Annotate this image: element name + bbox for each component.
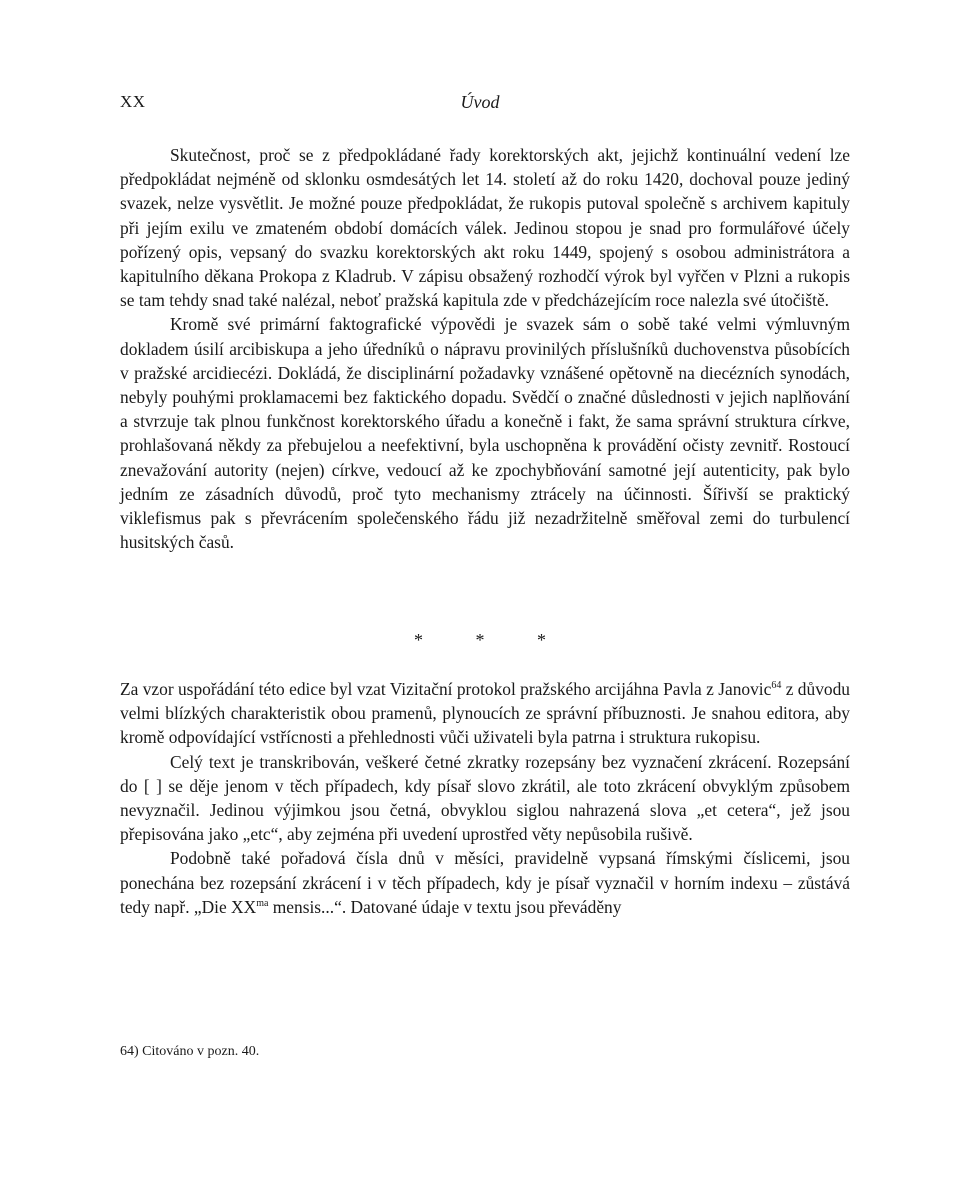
page-number: XX	[120, 92, 146, 111]
superscript-index: ma	[256, 898, 269, 910]
text-block-upper	[120, 143, 850, 554]
paragraph-3	[120, 677, 850, 750]
paragraph-4: Celý text je transkribován, veškeré četné zkratky rozepsány bez vyznačení zkrácení. Rozepsání do [ ] se děje jenom v těch případech, kdy písař slovo zkrátil, ale toto zkrácení obvyklým způsobem nevyznačil. Jedinou výjimkou jsou četná, obvyklou siglou nahrazená slova „et cetera“, jež jsou přepisována jako „etc“, aby zejména při uvedení uprostřed věty nepůsobila rušivě.	[120, 751, 850, 845]
paragraph-5-text-b: mensis...“. Datované údaje v textu jsou převáděny	[268, 896, 622, 917]
footnote-64: 64) Citováno v pozn. 40.	[120, 1044, 260, 1059]
paragraph-3-text-a: Za vzor uspořádání této edice byl vzat Vizitační protokol pražského arcijáhna Pavla z Janovic	[120, 679, 772, 699]
paragraph-3-text-b: z důvodu velmi blízkých charakteristik obou pramenů, plynoucích ze správní příbuznosti. Je snahou editora, aby kromě odpovídající vstřícnosti a přehlednosti vůči uživateli byla patrna i struktura rukopisu.	[120, 679, 850, 748]
paragraph-2: Kromě své primární faktografické výpovědi je svazek sám o sobě také velmi výmluvným dokladem úsilí arcibiskupa a jeho úředníků o nápravu provinilých příslušníků duchovenstva působících v pražské arcidiecézi. Dokládá, že disciplinární požadavky vznášené opětovně na diecézních synodách, nebyly pouhými proklamacemi bez faktického dopadu. Svědčí o značné důslednosti v jejich naplňování a stvrzuje tak plnou funkčnost korektorského úřadu a konečně i fakt, že sama správní struktura církve, prohlašovaná někdy za přebujelou a neefektivní, byla uschopněna k provádění očisty zevnitř. Rostoucí znevažování autority (nejen) církve, vedoucí až ke zpochybňování samotné její autenticity, pak bylo jedním ze zásadních důvodů, proč tyto mechanismy ztrácely na účinnosti. Šířivší se praktický viklefismus pak s převrácením společenského řádu již nezadržitelně směřoval zemi do turbulencí husitských časů.	[120, 314, 850, 553]
paragraph-1: Skutečnost, proč se z předpokládané řady korektorských akt, jejichž kontinuální vedení lze předpokládat nejméně od sklonku osmdesátých let 14. století až do roku 1420, dochoval pouze jediný svazek, nelze vysvětlit. Je možné pouze předpokládat, že rukopis putoval společně s archivem kapituly při jejím exilu ve zmateném období domácích válek. Jedinou stopou je snad pro formulářové účely pořízený opis, vepsaný do svazku korektorských akt roku 1449, spojený s osobou administrátora a kapitulního děkana Prokopa z Kladrub. V zápisu obsažený rozhodčí výrok byl vyřčen v Plzni a rukopis se tam tehdy snad také nalézal, neboť pražská kapitula zde v předcházejícím roce nalezla své útočiště.	[120, 145, 850, 311]
paragraph-5	[120, 846, 850, 919]
footnote-reference: 64	[771, 680, 782, 692]
running-title: Úvod	[460, 92, 500, 112]
paragraph-5-text-a: Podobně také pořadová čísla dnů v měsíci, pravidelně vypsaná římskými číslicemi, jsou ponechána bez rozepsání zkrácení i v těch případech, kdy je písař vyznačil v horním indexu – zůstává tedy např. „Die XX	[120, 848, 850, 917]
text-block-lower	[120, 677, 850, 919]
section-separator: * * *	[414, 630, 546, 650]
